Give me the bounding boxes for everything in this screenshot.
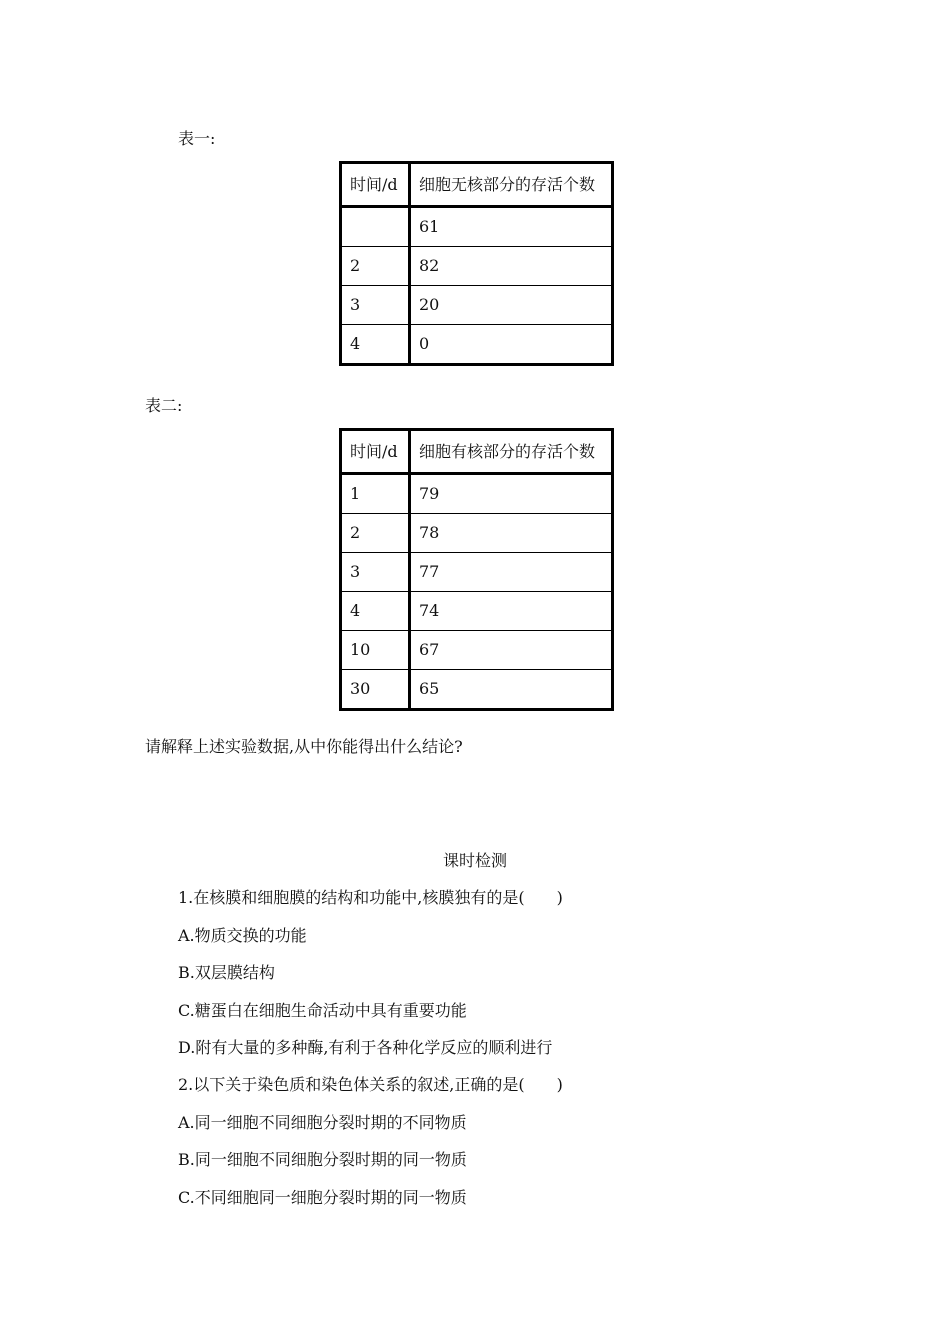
table2 xyxy=(339,428,614,711)
table-row xyxy=(341,325,613,365)
table-cell: 67 xyxy=(410,631,613,670)
q1-option-a: A.物质交换的功能 xyxy=(178,926,307,945)
table-row xyxy=(341,286,613,325)
table-cell: 82 xyxy=(410,247,613,286)
table-cell: 10 xyxy=(341,631,410,670)
table1 xyxy=(339,161,614,366)
q1-option-b: B.双层膜结构 xyxy=(178,963,275,982)
q1-option-c: C.糖蛋白在细胞生命活动中具有重要功能 xyxy=(178,1001,467,1020)
table-header-cell: 时间/d xyxy=(341,163,410,207)
table-row xyxy=(341,514,613,553)
table-row xyxy=(341,474,613,514)
q2-option-c: C.不同细胞同一细胞分裂时期的同一物质 xyxy=(178,1188,467,1207)
table-cell: 3 xyxy=(341,553,410,592)
table-cell: 65 xyxy=(410,670,613,710)
table-row xyxy=(341,631,613,670)
table1-caption: 表一: xyxy=(178,129,216,148)
table-cell: 1 xyxy=(341,474,410,514)
table-cell: 3 xyxy=(341,286,410,325)
table-cell: 0 xyxy=(410,325,613,365)
table-header-row xyxy=(341,430,613,474)
table-cell: 4 xyxy=(341,592,410,631)
table-cell xyxy=(341,207,410,247)
table-cell: 78 xyxy=(410,514,613,553)
table-cell: 2 xyxy=(341,514,410,553)
table-cell: 20 xyxy=(410,286,613,325)
table-cell: 74 xyxy=(410,592,613,631)
table-cell: 4 xyxy=(341,325,410,365)
table-cell: 61 xyxy=(410,207,613,247)
q2-option-a: A.同一细胞不同细胞分裂时期的不同物质 xyxy=(178,1113,467,1132)
table-cell: 2 xyxy=(341,247,410,286)
table-row xyxy=(341,247,613,286)
table-cell: 79 xyxy=(410,474,613,514)
table-row xyxy=(341,553,613,592)
q2-stem: 2.以下关于染色质和染色体关系的叙述,正确的是( ) xyxy=(178,1075,563,1094)
table-row xyxy=(341,207,613,247)
table-header-cell: 时间/d xyxy=(341,430,410,474)
table-header-cell: 细胞有核部分的存活个数 xyxy=(410,430,613,474)
table-cell: 77 xyxy=(410,553,613,592)
table-header-cell: 细胞无核部分的存活个数 xyxy=(410,163,613,207)
table-row xyxy=(341,670,613,710)
q2-option-b: B.同一细胞不同细胞分裂时期的同一物质 xyxy=(178,1150,467,1169)
table-row xyxy=(341,592,613,631)
table2-caption: 表二: xyxy=(145,396,183,415)
q1-stem: 1.在核膜和细胞膜的结构和功能中,核膜独有的是( ) xyxy=(178,888,563,907)
table-header-row xyxy=(341,163,613,207)
section-title: 课时检测 xyxy=(443,851,508,870)
question-text: 请解释上述实验数据,从中你能得出什么结论? xyxy=(145,737,463,756)
q1-option-d: D.附有大量的多种酶,有利于各种化学反应的顺利进行 xyxy=(178,1038,553,1057)
table-cell: 30 xyxy=(341,670,410,710)
